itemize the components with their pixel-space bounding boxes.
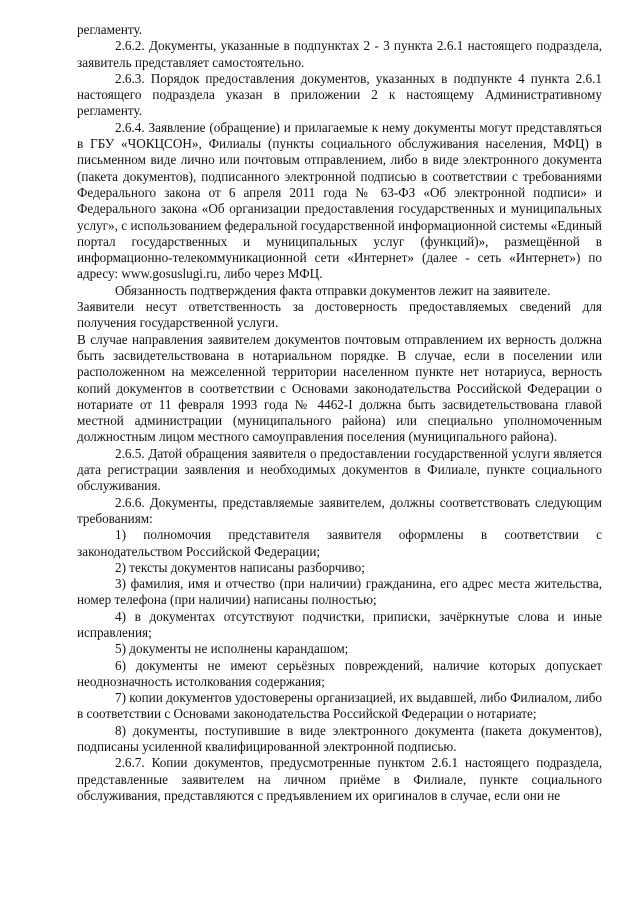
paragraph-2-6-5: 2.6.5. Датой обращения заявителя о предоставлении государственной услуги является дата регистрации заявления и необходимых документов в Филиале, пункте социального обслуживания. <box>77 445 602 494</box>
paragraph-2-6-2: 2.6.2. Документы, указанные в подпунктах 2 - 3 пункта 2.6.1 настоящего подраздела, заявитель представляет самостоятельно. <box>77 38 602 70</box>
list-item-4: 4) в документах отсутствуют подчистки, приписки, зачёркнутые слова и иные исправления; <box>77 608 602 640</box>
paragraph-2-6-6: 2.6.6. Документы, представляемые заявителем, должны соответствовать следующим требованиям: <box>77 494 602 526</box>
list-item-8: 8) документы, поступившие в виде электронного документа (пакета документов), подписаны усиленной квалифицированной электронной подписью. <box>77 722 602 755</box>
paragraph-2-6-3: 2.6.3. Порядок предоставления документов, указанных в подпункте 4 пункта 2.6.1 настоящего подраздела указан в приложении 2 к настоящему Административному регламенту. <box>77 70 602 119</box>
list-item-3: 3) фамилия, имя и отчество (при наличии) гражданина, его адрес места жительства, номер телефона (при наличии) написаны полностью; <box>77 576 602 608</box>
paragraph-2-6-7: 2.6.7. Копии документов, предусмотренные пунктом 2.6.1 настоящего подраздела, представленные заявителем на личном приёме в Филиале, пункте социального обслуживания, представляются с предъявлением их оригиналов в случае, если они не <box>77 755 602 803</box>
list-item-7: 7) копии документов удостоверены организацией, их выдавшей, либо Филиалом, либо в соответствии с Основами законодательства Российской Федерации о нотариате; <box>77 690 602 722</box>
list-item-6: 6) документы не имеют серьёзных повреждений, наличие которых допускает неоднозначность истолкования содержания; <box>77 657 602 689</box>
paragraph-continuation: регламенту. <box>77 22 143 37</box>
paragraph-postal-submission: В случае направления заявителем документов почтовым отправлением их верность должна быть засвидетельствована в нотариальном порядке. В случае, если в поселении или расположенном на межселенной территории населенном пункте нет нотариуса, верность копий документов в соответствии с Основами законодательства Российской Федерации о нотариате от 11 февраля 1993 года № 4462-I должна быть засвидетельствована главой местной администрации (муниципального района) или специально уполномоченным должностным лицом местного самоуправления поселения (муниципального района). <box>77 331 602 445</box>
document-page <box>77 22 602 804</box>
paragraph-responsibility: Заявители несут ответственность за достоверность предоставляемых сведений для получения государственной услуги. <box>77 299 602 331</box>
list-item-2: 2) тексты документов написаны разборчиво; <box>115 559 365 575</box>
paragraph-obligation: Обязанность подтверждения факта отправки документов лежит на заявителе. <box>115 282 551 298</box>
list-item-1: 1) полномочия представителя заявителя оформлены в соответствии с законодательством Российской Федерации; <box>77 527 602 559</box>
paragraph-2-6-4: 2.6.4. Заявление (обращение) и прилагаемые к нему документы могут представляться в ГБУ «ЧОКЦСОН», Филиалы (пункты социального обслуживания населения, МФЦ) в письменном виде лично или почтовым отправлением, либо в виде электронного документа (пакета документов), подписанного электронной подписью в соответствии с требованиями Федерального закона от 6 апреля 2011 года № 63-ФЗ «Об электронной подписи» и Федерального закона «Об организации предоставления государственных и муниципальных услуг», с использованием федеральной государственной информационной системы «Единый портал государственных и муниципальных услуг (функций)», размещённой в информационно-телекоммуникационной сети «Интернет» (далее - сеть «Интернет») по адресу: www.gosuslugi.ru, либо через МФЦ. <box>77 119 602 282</box>
list-item-5: 5) документы не исполнены карандашом; <box>115 641 349 657</box>
